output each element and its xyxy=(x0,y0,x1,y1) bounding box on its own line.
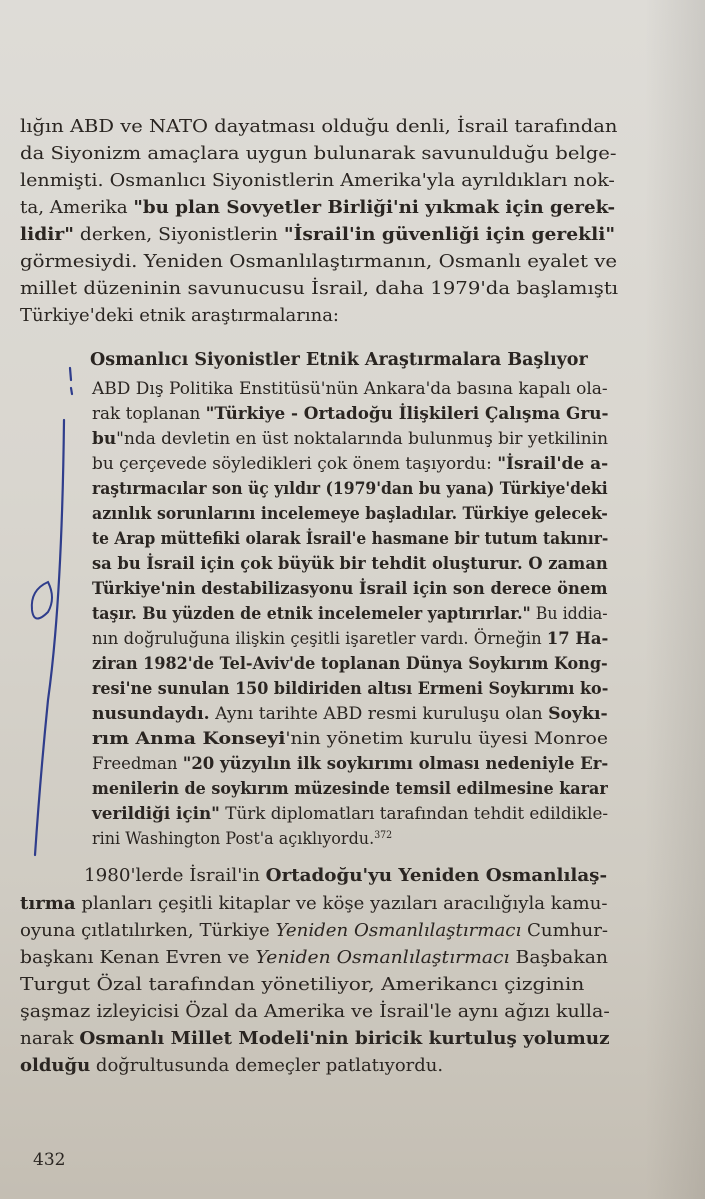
text-run: da Siyonizm amaçlara uygun bulunarak savunulduğu belge- xyxy=(20,143,617,164)
text-run: Soykı- xyxy=(548,704,608,724)
closing-line xyxy=(20,922,608,940)
quote-line xyxy=(92,481,608,498)
text-run: 'nin yönetim kurulu üyesi Monroe xyxy=(285,729,608,749)
closing-line xyxy=(84,867,607,885)
text-run: raştırmacılar son üç yıldır (1979'dan bu yana) Türkiye'deki xyxy=(92,479,608,499)
quote-line xyxy=(92,656,608,673)
text-run: 1980'lerde İsrail'in xyxy=(84,865,266,886)
text-run: tırma xyxy=(20,893,76,914)
quote-line xyxy=(92,756,608,773)
text-run: narak xyxy=(20,1028,80,1049)
text-run: Türk diplomatları tarafından tehdit edildikle- xyxy=(219,804,609,824)
quote-line xyxy=(92,831,392,848)
text-run: derken, Siyonistlerin xyxy=(73,224,284,245)
quote-line xyxy=(92,556,608,573)
text-run: "İsrail'in güvenliği için gerekli" xyxy=(283,224,616,245)
text-run: te Arap müttefiki olarak İsrail'e hasmane bir tutum takınır- xyxy=(92,529,609,549)
quote-line xyxy=(92,456,608,473)
text-run: Aynı tarihte ABD resmi kuruluşu olan xyxy=(209,704,549,724)
handwritten-margin-line xyxy=(0,0,120,880)
text-run: Osmanlı Millet Modeli'nin biricik kurtuluş yolumuz xyxy=(79,1028,610,1049)
text-run: doğrultusunda demeçler patlatıyordu. xyxy=(90,1055,444,1076)
quote-line xyxy=(92,506,608,523)
quote-line xyxy=(92,531,608,548)
text-run: planları çeşitli kitaplar ve köşe yazıları aracılığıyla kamu- xyxy=(75,893,608,914)
text-run: lığın ABD ve NATO dayatması olduğu denli, İsrail tarafından xyxy=(20,116,618,137)
closing-line xyxy=(20,949,608,967)
text-run: Türkiye'deki etnik araştırmalarına: xyxy=(20,305,339,326)
page-edge-shadow xyxy=(645,0,705,1199)
text-run: Turgut Özal tarafından yönetiliyor, Amerikancı çizginin xyxy=(20,974,585,995)
quote-line xyxy=(92,406,608,423)
quote-line xyxy=(92,581,608,598)
text-run: görmesiydi. Yeniden Osmanlılaştırmanın, Osmanlı eyalet ve xyxy=(20,251,618,272)
text-run: ABD Dış Politika Enstitüsü'nün Ankara'da basına kapalı ola- xyxy=(92,379,608,399)
quote-line xyxy=(92,706,608,723)
text-run: sa bu İsrail için çok büyük bir tehdit oluşturur. O zaman xyxy=(92,554,608,574)
text-run: "bu plan Sovyetler Birliği'ni yıkmak için gerek- xyxy=(133,197,616,218)
text-run: Başbakan xyxy=(509,947,608,968)
text-run: 372 xyxy=(374,830,393,841)
text-run: ta, Amerika xyxy=(20,197,134,218)
closing-line xyxy=(20,895,607,913)
text-run: menilerin de soykırım müzesinde temsil edilmesine karar xyxy=(92,779,608,799)
text-run: Ortadoğu'yu Yeniden Osmanlılaş- xyxy=(265,865,608,886)
text-run: rini Washington Post'a açıklıyordu. xyxy=(92,829,375,849)
page-number: 432 xyxy=(33,1150,66,1170)
quote-heading: Osmanlıcı Siyonistler Etnik Araştırmalara Başlıyor xyxy=(90,350,588,370)
quote-line xyxy=(92,381,608,398)
quote-line xyxy=(92,806,608,823)
text-run: 17 Ha- xyxy=(546,629,609,649)
quote-line xyxy=(92,681,608,698)
text-run: olduğu xyxy=(20,1055,91,1076)
text-run: rım Anma Konseyi xyxy=(92,729,286,749)
text-run: şaşmaz izleyicisi Özal da Amerika ve İsrail'le aynı ağızı kulla- xyxy=(20,1001,610,1022)
closing-line xyxy=(20,1030,610,1048)
closing-line xyxy=(20,1003,610,1021)
text-run: başkanı Kenan Evren ve xyxy=(20,947,256,968)
text-run: Bu iddia- xyxy=(530,604,608,624)
text-run: Freedman xyxy=(92,754,183,774)
text-run: nın doğruluğuna ilişkin çeşitli işaretler vardı. Örneğin xyxy=(92,629,547,649)
text-run: lidir" xyxy=(20,224,74,245)
text-run: verildiği için" xyxy=(92,804,220,824)
quote-line xyxy=(92,731,608,748)
text-run: bu çerçevede söyledikleri çok önem taşıyordu: xyxy=(92,454,498,474)
text-run: Yeniden Osmanlılaştırmacı xyxy=(255,947,510,968)
text-run: nusundaydı. xyxy=(92,704,210,724)
quote-line xyxy=(92,431,608,448)
text-run: "20 yüzyılın ilk soykırımı olması nedeniyle Er- xyxy=(182,754,609,774)
text-run: Yeniden Osmanlılaştırmacı xyxy=(275,920,522,941)
quote-line xyxy=(92,606,608,623)
text-run: "Türkiye - Ortadoğu İlişkileri Çalışma Gru- xyxy=(205,404,609,424)
text-run: Türkiye'nin destabilizasyonu İsrail için son derece önem xyxy=(92,579,608,599)
text-run: "nda devletin en üst noktalarında bulunmuş bir yetkilinin xyxy=(116,429,609,449)
text-run: bu xyxy=(92,429,117,449)
text-run: rak toplanan xyxy=(92,404,206,424)
quote-line xyxy=(92,781,608,798)
text-run: ziran 1982'de Tel-Aviv'de toplanan Dünya Soykırım Kong- xyxy=(92,654,608,674)
text-run: resi'ne sunulan 150 bildiriden altısı Ermeni Soykırımı ko- xyxy=(92,679,609,699)
text-run: "İsrail'de a- xyxy=(497,454,609,474)
text-run: millet düzeninin savunucusu İsrail, daha 1979'da başlamıştı xyxy=(20,278,619,299)
text-run: Cumhur- xyxy=(521,920,609,941)
text-run: lenmişti. Osmanlıcı Siyonistlerin Amerika'yla ayrıldıkları nok- xyxy=(20,170,615,191)
text-run: azınlık sorunlarını incelemeye başladılar. Türkiye gelecek- xyxy=(92,504,608,524)
text-run: taşır. Bu yüzden de etnik incelemeler yaptırırlar." xyxy=(92,604,531,624)
closing-line xyxy=(20,1057,443,1075)
quote-line xyxy=(92,631,608,648)
closing-line xyxy=(20,976,584,994)
text-run: oyuna çıtlatılırken, Türkiye xyxy=(20,920,276,941)
